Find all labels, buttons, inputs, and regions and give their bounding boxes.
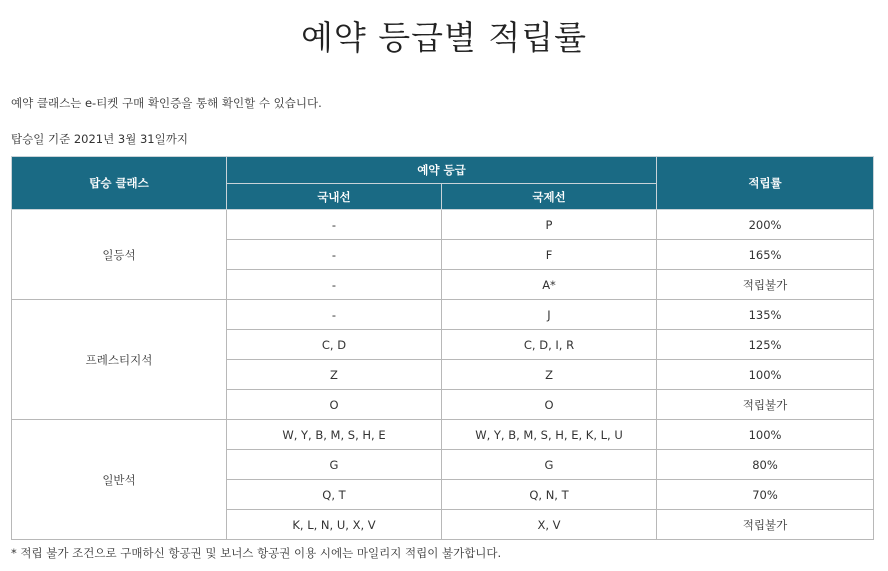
cell-domestic: G	[227, 450, 442, 480]
cell-international: A*	[442, 270, 657, 300]
header-international: 국제선	[442, 184, 657, 210]
cell-rate: 200%	[657, 210, 874, 240]
cell-domestic: -	[227, 300, 442, 330]
table-row	[12, 300, 874, 330]
cell-rate: 100%	[657, 420, 874, 450]
table-row	[12, 420, 874, 450]
cell-international: J	[442, 300, 657, 330]
cell-rate: 165%	[657, 240, 874, 270]
table-row	[12, 210, 874, 240]
cell-international: X, V	[442, 510, 657, 540]
cell-international: G	[442, 450, 657, 480]
cell-rate: 100%	[657, 360, 874, 390]
cell-international: F	[442, 240, 657, 270]
cell-domestic: -	[227, 210, 442, 240]
footnote-text: * 적립 불가 조건으로 구매하신 항공권 및 보너스 항공권 이용 시에는 마일리지 적립이 불가합니다.	[11, 546, 502, 560]
cell-international: C, D, I, R	[442, 330, 657, 360]
cell-domestic: -	[227, 270, 442, 300]
cell-domestic: O	[227, 390, 442, 420]
cell-rate: 적립불가	[657, 390, 874, 420]
class-prestige: 프레스티지석	[12, 300, 227, 420]
intro-text: 예약 클래스는 e-티켓 구매 확인증을 통해 확인할 수 있습니다.	[11, 96, 322, 110]
cell-domestic: Q, T	[227, 480, 442, 510]
cell-international: W, Y, B, M, S, H, E, K, L, U	[442, 420, 657, 450]
header-booking-class: 예약 등급	[227, 157, 657, 184]
header-domestic: 국내선	[227, 184, 442, 210]
cell-domestic: Z	[227, 360, 442, 390]
cell-rate: 125%	[657, 330, 874, 360]
cell-international: O	[442, 390, 657, 420]
header-rate: 적립률	[657, 157, 874, 210]
basis-date-text: 탑승일 기준 2021년 3월 31일까지	[11, 132, 188, 146]
cell-rate: 70%	[657, 480, 874, 510]
cell-domestic: W, Y, B, M, S, H, E	[227, 420, 442, 450]
cell-international: Q, N, T	[442, 480, 657, 510]
cell-domestic: C, D	[227, 330, 442, 360]
cell-rate: 적립불가	[657, 510, 874, 540]
cell-domestic: K, L, N, U, X, V	[227, 510, 442, 540]
class-economy: 일반석	[12, 420, 227, 540]
cell-domestic: -	[227, 240, 442, 270]
cell-rate: 135%	[657, 300, 874, 330]
header-class: 탑승 클래스	[12, 157, 227, 210]
cell-rate: 적립불가	[657, 270, 874, 300]
class-first: 일등석	[12, 210, 227, 300]
mileage-rate-table	[11, 156, 874, 540]
cell-international: P	[442, 210, 657, 240]
cell-international: Z	[442, 360, 657, 390]
page-title: 예약 등급별 적립률	[300, 18, 587, 57]
cell-rate: 80%	[657, 450, 874, 480]
